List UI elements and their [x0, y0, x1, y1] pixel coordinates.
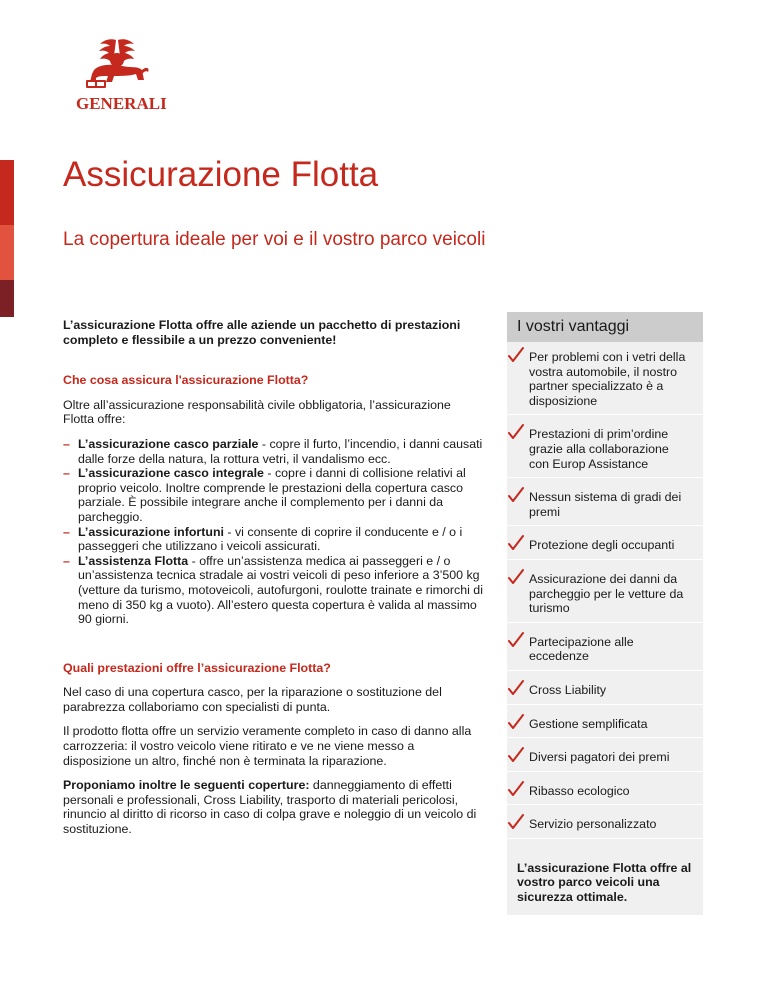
page-subtitle: La copertura ideale per voi e il vostro parco veicoli [63, 229, 486, 250]
check-icon [507, 780, 525, 798]
check-icon [507, 746, 525, 764]
advantages-footer: L’assicurazione Flotta offre al vostro parco veicoli una sicurezza ottimale. [507, 851, 703, 915]
advantage-item [507, 488, 703, 526]
advantage-text: Diversi pagatori dei premi [529, 750, 670, 765]
check-icon [507, 813, 525, 831]
lion-icon [80, 36, 152, 94]
coverage-intro: Oltre all’assicurazione responsabilità civile obbligatoria, l’assicurazione Flotta offre: [63, 397, 451, 427]
advantage-text: Prestazioni di prim’ordine grazie alla collaborazione con Europ Assistance [529, 427, 669, 471]
check-icon [507, 713, 525, 731]
advantage-item [507, 536, 703, 560]
advantage-item [507, 348, 703, 415]
advantage-item [507, 633, 703, 671]
advantage-item [507, 570, 703, 623]
advantage-item [507, 715, 703, 739]
advantage-text: Per problemi con i vetri della vostra automobile, il nostro partner specializzato è a disposizione [529, 350, 686, 408]
check-icon [507, 346, 525, 364]
advantage-text: Cross Liability [529, 682, 607, 697]
advantage-text: Partecipazione alle eccedenze [529, 634, 634, 664]
page-title: Assicurazione Flotta [63, 155, 379, 194]
check-icon [507, 534, 525, 552]
services-paragraph-2: Il prodotto flotta offre un servizio veramente completo in caso di danno alla carrozzeria: il vostro veicolo viene ritirato e ve ne viene messo a disposizione un altro, finché non è terminata la riparazione. [63, 724, 472, 768]
accent-bar-orange [0, 225, 14, 280]
check-icon [507, 568, 525, 586]
advantage-text: Ribasso ecologico [529, 783, 630, 798]
section-heading-services: Quali prestazioni offre l’assicurazione Flotta? [63, 660, 331, 675]
check-icon [507, 486, 525, 504]
dash-icon: – [63, 466, 70, 481]
coverage-desc: - vi consente di coprire il conducente e / o i passeggeri che utilizzano i veicoli assicurati. [78, 524, 463, 554]
services-paragraph-1: Nel caso di una copertura casco, per la riparazione o sostituzione del parabrezza collaboriamo con specialisti di punta. [63, 685, 442, 714]
coverage-item [63, 554, 483, 627]
advantage-item [507, 748, 703, 772]
coverage-item [63, 466, 483, 524]
check-icon [507, 679, 525, 697]
advantage-item [507, 681, 703, 705]
advantage-text: Servizio personalizzato [529, 817, 657, 832]
check-icon [507, 423, 525, 441]
advantages-heading: I vostri vantaggi [507, 312, 703, 342]
coverage-name: L’assicurazione infortuni [78, 524, 224, 539]
accent-bar-dark [0, 280, 14, 317]
dash-icon: – [63, 524, 70, 539]
coverage-name: L’assistenza Flotta [78, 553, 189, 568]
advantage-item [507, 782, 703, 806]
coverage-item [63, 437, 483, 466]
accent-bar-red [0, 160, 14, 225]
section-heading-coverage: Che cosa assicura l'assicurazione Flotta? [63, 373, 309, 388]
services-paragraph-3 [63, 778, 483, 836]
coverage-item [63, 525, 483, 554]
advantage-text: Gestione semplificata [529, 716, 648, 731]
coverage-name: L’assicurazione casco integrale [78, 466, 264, 481]
advantages-list [507, 342, 703, 851]
coverage-list [63, 437, 483, 627]
coverage-desc: - offre un’assistenza medica ai passeggeri e / o un’assistenza tecnica stradale ai vostri veicoli di peso inferiore a 3’500 kg (vetture da turismo, motoveicoli, autofurgoni, roulotte trainate e rimorchi di meno di 350 kg a vuoto). All’estero questa copertura è valida al massimo 90 giorni. [78, 553, 483, 627]
advantage-text: Protezione degli occupanti [529, 538, 675, 553]
brand-wordmark: GENERALI [76, 94, 167, 113]
coverage-name: L’assicurazione casco parziale [78, 436, 259, 451]
additional-coverages-label: Proponiamo inoltre le seguenti coperture: [63, 778, 310, 793]
advantage-text: Nessun sistema di gradi dei premi [529, 490, 682, 519]
main-content [63, 318, 483, 847]
dash-icon: – [63, 436, 70, 451]
dash-icon: – [63, 553, 70, 568]
advantage-text: Assicurazione dei danni da parcheggio per le vetture da turismo [529, 571, 684, 616]
additional-coverages-text: danneggiamento di effetti personali e professionali, Cross Liability, trasporto di materiali pericolosi, rinuncio al diritto di ricorso in caso di colpa grave e noleggio di un veicolo di sostituzione. [63, 778, 477, 837]
coverage-desc: - copre il furto, l’incendio, i danni causati dalle forze della natura, la rottura vetri, il vandalismo ecc. [78, 436, 483, 466]
advantage-item [507, 425, 703, 478]
coverage-desc: - copre i danni di collisione relativi al proprio veicolo. Inoltre comprende le prestazioni della copertura casco parziale. È possibile integrare anche il complemento per i danni da parcheggio. [78, 466, 466, 524]
intro-text: L’assicurazione Flotta offre alle aziende un pacchetto di prestazioni completo e flessibile a un prezzo conveniente! [63, 318, 461, 347]
advantages-sidebar [507, 312, 703, 915]
check-icon [507, 631, 525, 649]
advantage-item [507, 815, 703, 839]
generali-logo [76, 36, 167, 113]
